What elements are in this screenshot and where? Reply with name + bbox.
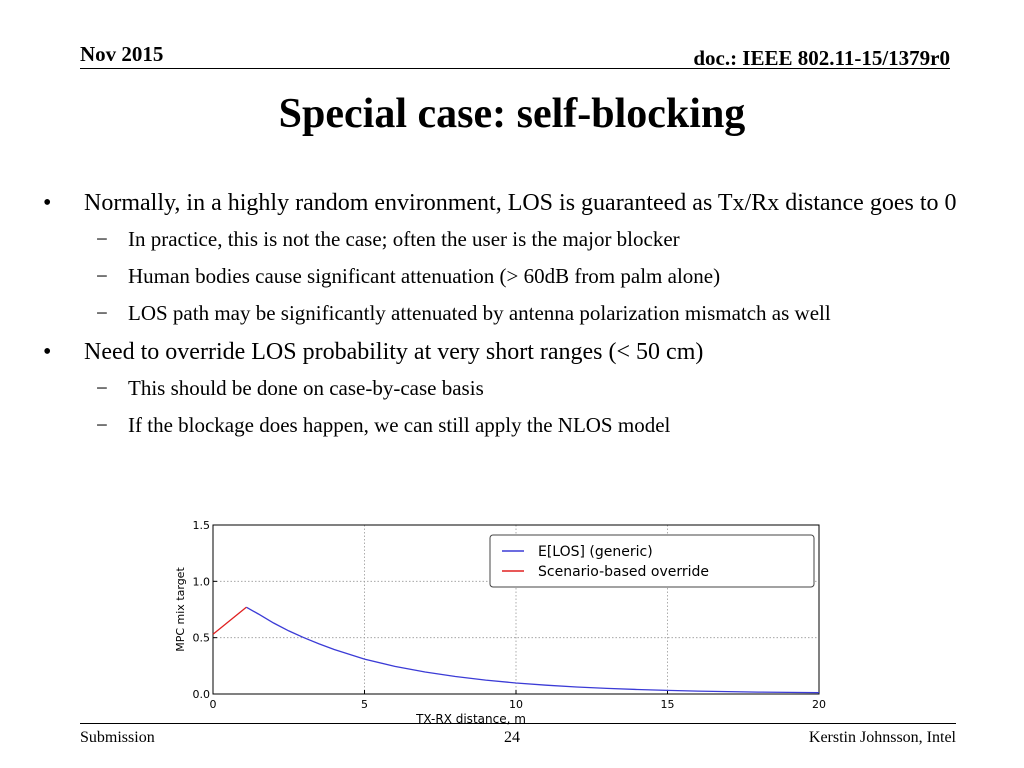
y-tick-label: 0.5 — [192, 631, 210, 645]
bullet-text: Normally, in a highly random environment, LOS is guaranteed as Tx/Rx distance goes to 0 — [84, 190, 957, 216]
chart-svg — [160, 514, 850, 726]
footer-page-number: 24 — [504, 729, 520, 746]
sub-bullet-text: Human bodies cause significant attenuation (> 60dB from palm alone) — [128, 264, 721, 288]
header-doc-id: doc.: IEEE 802.11-15/1379r0 — [693, 46, 950, 70]
dash-marker: − — [96, 227, 108, 251]
bullet-item — [40, 186, 1000, 220]
dash-marker: − — [96, 301, 108, 325]
sub-bullet-item — [40, 373, 1000, 403]
y-axis-label: MPC mix target — [174, 567, 187, 652]
header-date: Nov 2015 — [80, 42, 164, 66]
y-tick-label: 1.0 — [192, 575, 210, 589]
dash-marker: − — [96, 376, 108, 400]
bullet-marker: • — [43, 190, 52, 216]
sub-bullet-item — [40, 224, 1000, 254]
slide-title: Special case: self-blocking — [278, 91, 746, 137]
sub-bullet-text: This should be done on case-by-case basis — [128, 376, 484, 400]
bullet-list — [40, 186, 1000, 447]
header-divider — [80, 68, 950, 69]
sub-bullet-item — [40, 261, 1000, 291]
dash-marker: − — [96, 413, 108, 437]
x-axis-label: TX-RX distance, m — [416, 712, 526, 726]
x-tick-label: 5 — [361, 698, 368, 711]
bullet-item — [40, 335, 1000, 369]
x-tick-label: 10 — [509, 698, 523, 711]
sub-bullet-item — [40, 410, 1000, 440]
series-line — [246, 607, 819, 692]
sub-bullet-text: In practice, this is not the case; often the user is the major blocker — [128, 227, 680, 251]
series-line — [213, 607, 246, 634]
sub-bullet-text: LOS path may be significantly attenuated by antenna polarization mismatch as well — [128, 301, 831, 325]
legend-label: E[LOS] (generic) — [538, 544, 653, 560]
x-tick-label: 0 — [209, 698, 217, 711]
dash-marker: − — [96, 264, 108, 288]
x-tick-label: 15 — [660, 698, 675, 711]
x-tick-label: 20 — [812, 698, 826, 711]
bullet-text: Need to override LOS probability at very short ranges (< 50 cm) — [84, 339, 704, 365]
y-tick-label: 1.5 — [192, 519, 210, 532]
sub-bullet-text: If the blockage does happen, we can still apply the NLOS model — [128, 413, 671, 437]
sub-bullet-item — [40, 298, 1000, 328]
bullet-marker: • — [43, 339, 52, 365]
footer-divider — [80, 723, 956, 724]
footer-submission: Submission — [80, 729, 155, 746]
y-tick-label: 0.0 — [192, 688, 210, 701]
footer-author: Kerstin Johnsson, Intel — [808, 729, 956, 746]
legend-label: Scenario-based override — [538, 564, 710, 580]
los-probability-chart — [160, 514, 850, 726]
